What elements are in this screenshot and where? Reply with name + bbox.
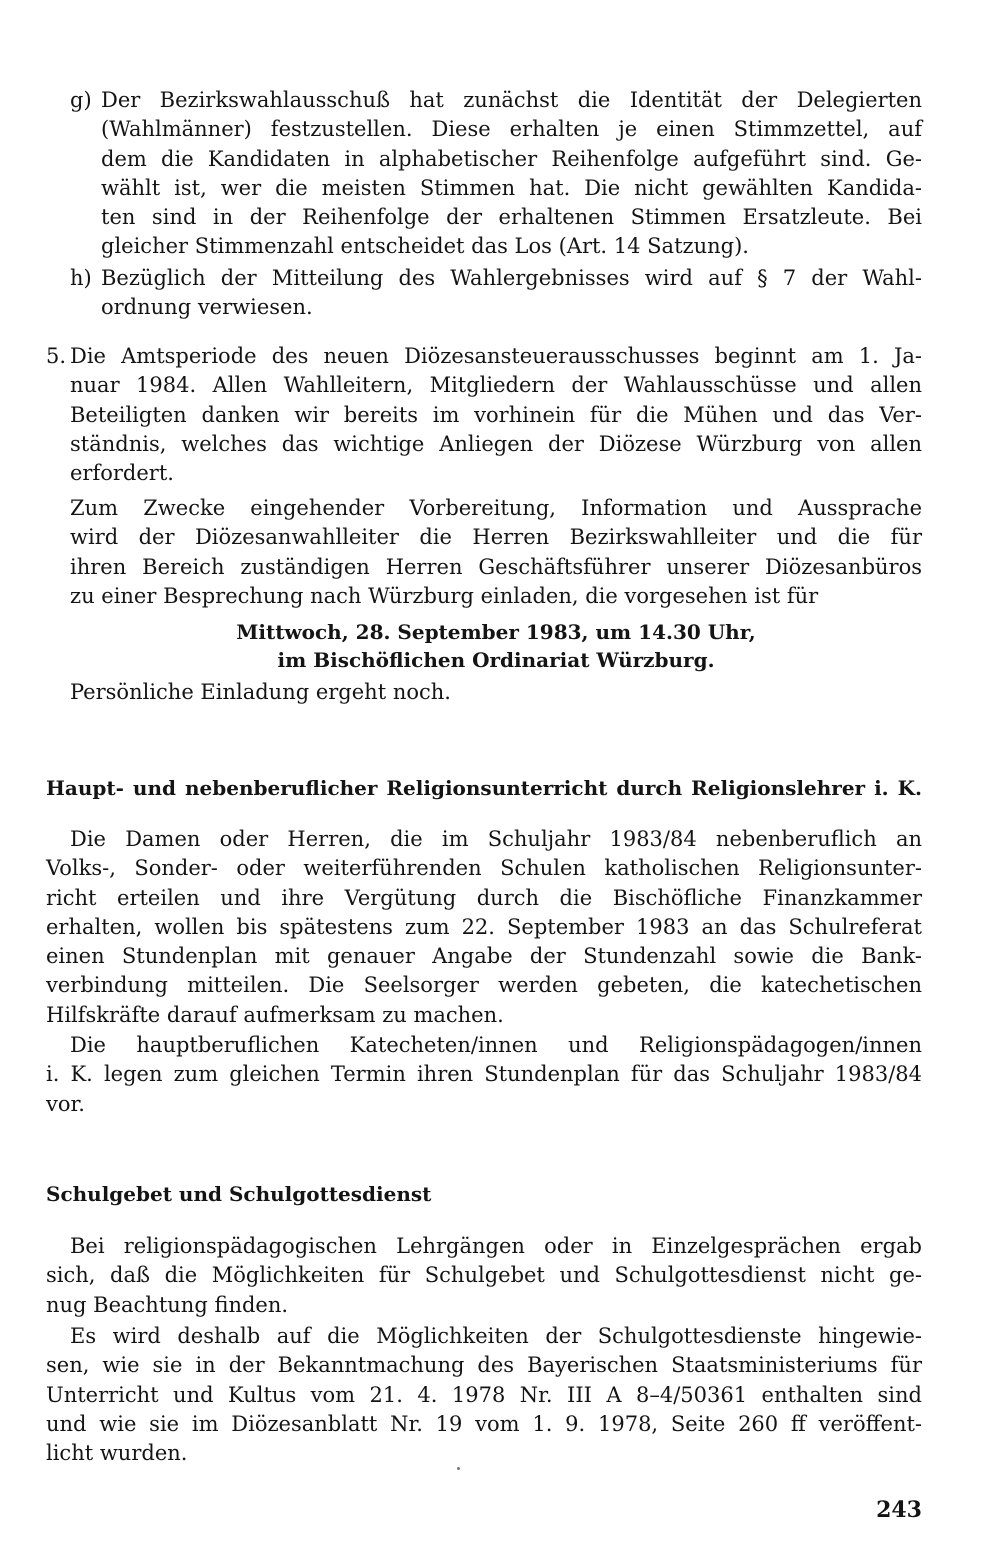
- text-line: und wie sie im Diözesanblatt Nr. 19 vom 1. 9. 1978, Seite 260 ff veröffent-: [46, 1411, 922, 1436]
- paragraph-item-5: [70, 342, 922, 488]
- list-label-g: g): [70, 88, 92, 112]
- text-line: verbindung mitteilen. Die Seelsorger werden gebeten, die katechetischen: [46, 973, 922, 998]
- paragraph-item-g: [101, 86, 922, 262]
- paragraph-religion-2: [46, 1031, 922, 1119]
- text-line: zu einer Besprechung nach Würzburg einladen, die vorgesehen ist für: [70, 583, 819, 608]
- paragraph-closing: [70, 678, 922, 707]
- print-speck: [457, 1467, 460, 1470]
- text-line: Bezüglich der Mitteilung des Wahlergebnisses wird auf § 7 der Wahl-: [101, 266, 922, 290]
- text-line: richt erteilen und ihre Vergütung durch die Bischöfliche Finanzkammer: [46, 885, 922, 910]
- page-number: 243: [876, 1497, 922, 1523]
- text-line: nuar 1984. Allen Wahlleitern, Mitgliedern der Wahlausschüsse und allen: [70, 373, 922, 398]
- text-line: ten sind in der Reihenfolge der erhaltenen Stimmen Ersatzleute. Bei: [101, 205, 922, 230]
- text-line: Es wird deshalb auf die Möglichkeiten der Schulgottesdienste hingewie-: [70, 1324, 922, 1348]
- text-line: dem die Kandidaten in alphabetischer Reihenfolge aufgeführt sind. Ge-: [101, 146, 922, 171]
- text-line: gleicher Stimmenzahl entscheidet das Los (Art. 14 Satzung).: [101, 234, 749, 259]
- text-line: Persönliche Einladung ergeht noch.: [70, 680, 451, 704]
- text-line: Die Amtsperiode des neuen Diözesansteuerausschusses beginnt am 1. Ja-: [70, 344, 922, 368]
- text-line: einen Stundenplan mit genauer Angabe der Stundenzahl sowie die Bank-: [46, 944, 922, 969]
- section-heading-schulgebet: Schulgebet und Schulgottesdienst: [46, 1182, 432, 1206]
- text-line: Beteiligten danken wir bereits im vorhinein für die Mühen und das Ver-: [70, 402, 922, 427]
- text-line: Zum Zwecke eingehender Vorbereitung, Information und Aussprache: [70, 496, 922, 520]
- paragraph-schulgebet-2: [46, 1322, 922, 1468]
- text-line: sich, daß die Möglichkeiten für Schulgebet und Schulgottesdienst nicht ge-: [46, 1263, 922, 1288]
- text-line: ordnung verwiesen.: [101, 295, 313, 320]
- text-line: Die Damen oder Herren, die im Schuljahr 1983/84 nebenberuflich an: [70, 827, 922, 851]
- text-line: Volks-, Sonder- oder weiterführenden Schulen katholischen Religionsunter-: [46, 856, 922, 881]
- text-line: Bei religionspädagogischen Lehrgängen oder in Einzelgesprächen ergab: [70, 1234, 922, 1258]
- meeting-location: im Bischöflichen Ordinariat Würzburg.: [277, 648, 715, 672]
- text-line: (Wahlmänner) festzustellen. Diese erhalten je einen Stimmzettel, auf: [101, 117, 922, 142]
- paragraph-schulgebet-1: [46, 1232, 922, 1320]
- text-line: Unterricht und Kultus vom 21. 4. 1978 Nr. III A 8–4/50361 enthalten sind: [46, 1382, 922, 1407]
- text-line: ständnis, welches das wichtige Anliegen der Diözese Würzburg von allen: [70, 431, 922, 456]
- text-line: nug Beachtung finden.: [46, 1292, 289, 1317]
- paragraph-meeting-invitation: [70, 494, 922, 611]
- text-line: i. K. legen zum gleichen Termin ihren Stundenplan für das Schuljahr 1983/84: [46, 1062, 922, 1087]
- paragraph-religion-1: [46, 825, 922, 1030]
- text-line: Die hauptberuflichen Katecheten/innen und Religionspädagogen/innen: [70, 1033, 922, 1057]
- text-line: sen, wie sie in der Bekanntmachung des Bayerischen Staatsministeriums für: [46, 1353, 922, 1378]
- text-line: erhalten, wollen bis spätestens zum 22. September 1983 an das Schulreferat: [46, 914, 922, 939]
- text-line: wird der Diözesanwahlleiter die Herren Bezirkswahlleiter und die für: [70, 525, 922, 550]
- text-line: vor.: [46, 1091, 85, 1116]
- text-line: licht wurden.: [46, 1441, 188, 1466]
- list-label-5: 5.: [46, 344, 67, 368]
- paragraph-item-h: [101, 264, 922, 323]
- text-line: erfordert.: [70, 461, 174, 486]
- text-line: wählt ist, wer die meisten Stimmen hat. Die nicht gewählten Kandida-: [101, 175, 922, 200]
- text-line: Der Bezirkswahlausschuß hat zunächst die Identität der Delegierten: [101, 88, 922, 112]
- list-label-h: h): [70, 266, 92, 290]
- text-line: Hilfskräfte darauf aufmerksam zu machen.: [46, 1002, 504, 1027]
- meeting-date: Mittwoch, 28. September 1983, um 14.30 Uhr,: [236, 620, 756, 644]
- section-heading-religionsunterricht: Haupt- und nebenberuflicher Religionsunterricht durch Religionslehrer i. K.: [46, 776, 922, 800]
- text-line: ihren Bereich zuständigen Herren Geschäftsführer unserer Diözesanbüros: [70, 554, 922, 579]
